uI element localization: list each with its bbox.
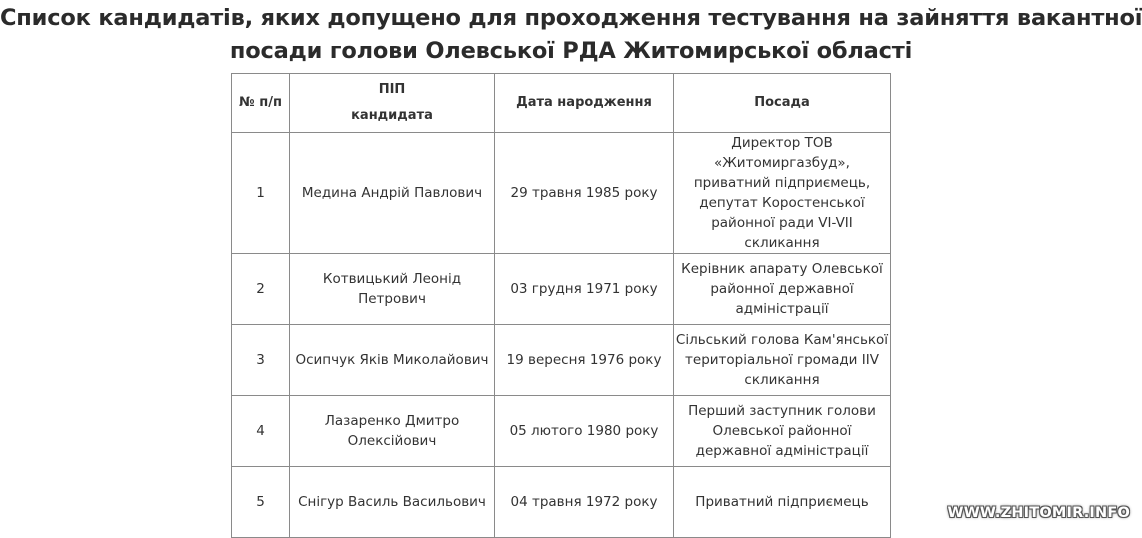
cell-birth: 03 грудня 1971 року [495,254,674,325]
header-name [290,74,495,133]
cell-num: 3 [232,325,290,396]
cell-birth: 05 лютого 1980 року [495,396,674,467]
cell-num: 1 [232,133,290,254]
header-name-line-1: ПІП [378,82,406,97]
table-header-row [232,74,891,133]
header-position: Посада [674,74,891,133]
cell-position: Приватний підприємець [674,467,891,538]
table-row [232,325,891,396]
cell-name: Осипчук Яків Миколайович [290,325,495,396]
cell-name: Медина Андрій Павлович [290,133,495,254]
page-title-line-1: Список кандидатів, яких допущено для проходження тестування на зайняття вакантної [0,5,1142,31]
header-name-line-2: кандидата [351,108,433,123]
cell-position: Керівник апарату Олевської районної державної адміністрації [674,254,891,325]
table-row [232,133,891,254]
cell-name: Котвицький Леонід Петрович [290,254,495,325]
table-row [232,467,891,538]
cell-num: 5 [232,467,290,538]
cell-position: Сільський голова Кам'янської територіальної громади IIV скликання [674,325,891,396]
page-title-line-2: посади голови Олевської РДА Житомирської області [229,38,913,64]
cell-birth: 29 травня 1985 року [495,133,674,254]
header-num: № п/п [232,74,290,133]
table-row [232,254,891,325]
site-watermark: WWW.ZHITOMIR.INFO [947,505,1130,521]
cell-num: 2 [232,254,290,325]
cell-name: Снігур Василь Васильович [290,467,495,538]
candidates-table [231,73,891,538]
cell-birth: 19 вересня 1976 року [495,325,674,396]
cell-num: 4 [232,396,290,467]
cell-name: Лазаренко Дмитро Олексійович [290,396,495,467]
cell-birth: 04 травня 1972 року [495,467,674,538]
cell-position: Директор ТОВ «Житомиргазбуд», приватний підприємець, депутат Коростенської районної ради VI-VII скликання [674,133,891,254]
header-birth: Дата народження [495,74,674,133]
table-row [232,396,891,467]
page-title [0,2,1142,68]
cell-position: Перший заступник голови Олевської районної державної адміністрації [674,396,891,467]
